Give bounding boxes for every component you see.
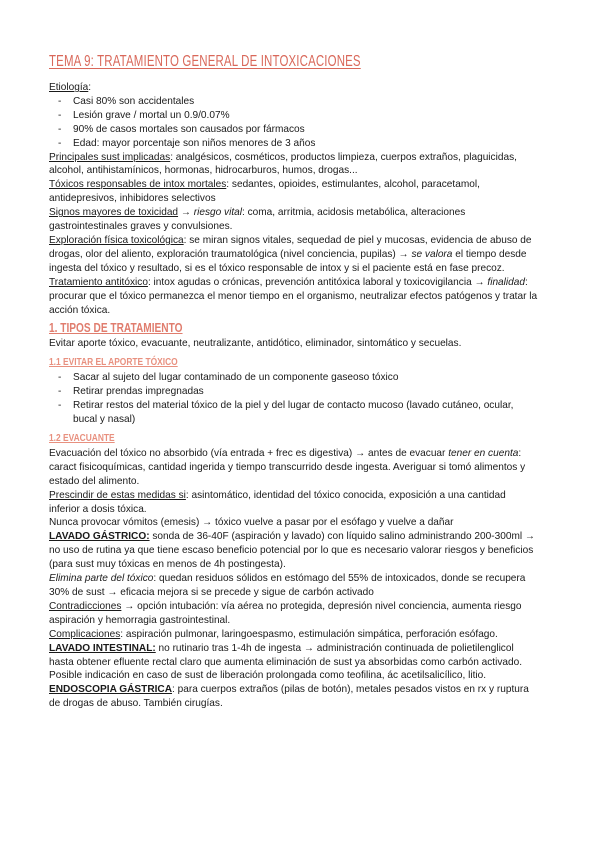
list-item: - 90% de casos mortales son causados por fármacos (49, 123, 539, 137)
etiologia-list (49, 95, 539, 151)
lavado-gastrico-paragraph (49, 530, 539, 572)
elimina-paragraph (49, 572, 539, 600)
signos-paragraph (49, 206, 539, 234)
etiologia-label: Etiología (49, 82, 89, 93)
elimina-text: : quedan residuos sólidos en estómago del 55% de intoxicados, donde se recupera 30% de sust → eficacia mejora si se precede y sigue de carbón activado (49, 573, 526, 598)
evacuacion-text-1: Evacuación del tóxico no absorbido (vía entrada + frec es digestiva) → antes de evacuar (49, 447, 449, 459)
lavado-intestinal-text: no rutinario tras 1-4h de ingesta → administración continuada de polietilenglicol hasta obtener efluente rectal claro que aumenta eliminación de sust ya absorbidas como carbón activado. (49, 642, 523, 668)
indicacion-paragraph: Posible indicación en caso de sust de liberación prolongada como teofilina, ác acetilsalicílico, litio. (49, 670, 487, 682)
section-1-intro: Evitar aporte tóxico, evacuante, neutralizante, antidótico, eliminador, sintomático y secuelas. (49, 338, 462, 350)
lavado-intestinal-paragraph (49, 642, 539, 670)
endoscopia-paragraph (49, 683, 539, 711)
signos-italic: riesgo vital (193, 207, 242, 219)
exploracion-label: Exploración física toxicológica (49, 234, 184, 246)
complicaciones-paragraph (49, 628, 539, 642)
elimina-italic: Elimina parte del tóxico (49, 573, 154, 585)
exploracion-text-1: : se miran signos vitales, sequedad de piel y mucosas, evidencia de abuso de drogas, olor del aliento, exploración traumatológica (nivel conciencia, pupilas) → (49, 234, 532, 260)
list-item: - Casi 80% son accidentales (49, 95, 539, 109)
complicaciones-text: : aspiración pulmonar, laringoespasmo, estimulación simpática, perforación esófago. (120, 628, 498, 640)
toxicos-label: Tóxicos responsables de intox mortales (49, 179, 227, 191)
endoscopia-text: : para cuerpos extraños (pilas de botón), metales pesados vistos en rx y ruptura de drogas de abuso. También cirugías. (49, 684, 529, 710)
list-item: - Lesión grave / mortal un 0.9/0.07% (49, 109, 539, 123)
tratamiento-text-1: : intox agudas o crónicas, prevención antitóxica laboral y toxicovigilancia → (147, 276, 488, 288)
lavado-intestinal-label: LAVADO INTESTINAL: (49, 642, 156, 654)
signos-arrow: → (178, 207, 194, 219)
principales-paragraph (49, 151, 539, 179)
section-1-1-list (49, 371, 539, 427)
signos-text: : coma, arritmia, acidosis metabólica, alteraciones gastrointestinales graves y convulsiones. (49, 207, 466, 233)
list-item: - Sacar al sujeto del lugar contaminado de un componente gaseoso tóxico (49, 371, 539, 385)
lavado-gastrico-label: LAVADO GÁSTRICO: (49, 531, 150, 543)
lavado-gastrico-text: sonda de 36-40F (aspiración y lavado) con líquido salino administrando 200-300ml → no uso de rutina ya que tiene escaso beneficio potencial por lo que es necesario valorar riesgos y beneficios (para sust muy tóxicas en menos de 4h postingesta). (49, 531, 536, 571)
exploracion-paragraph (49, 234, 539, 276)
exploracion-italic: se valora (411, 248, 453, 260)
tratamiento-italic: finalidad (487, 276, 525, 288)
prescindir-text: : asintomático, identidad del tóxico conocida, exposición a una cantidad inferior a dosis tóxica. (49, 489, 506, 515)
principales-label: Principales sust implicadas (49, 151, 171, 163)
exploracion-text-2: el tiempo desde ingesta del tóxico y resultado, si es el tóxico responsable de intox y si el paciente está en fase precoz. (49, 248, 527, 274)
list-item: - Retirar restos del material tóxico de la piel y del lugar de contacto mucoso (lavado cutáneo, ocular, bucal y nasal) (49, 399, 539, 427)
contradicciones-label: Contradicciones (49, 600, 122, 612)
tratamiento-text-2: : procurar que el tóxico permanezca el menor tiempo en el organismo, neutralizar efectos patógenos y tratar la acción tóxica. (49, 276, 538, 316)
complicaciones-label: Complicaciones (49, 628, 121, 640)
etiologia-colon: : (88, 82, 92, 93)
toxicos-text: : sedantes, opioides, estimulantes, alcohol, paracetamol, antidepresivos, inhibidores selectivos (49, 179, 480, 205)
vomitos-paragraph: Nunca provocar vómitos (emesis) → tóxico vuelve a pasar por el esófago y vuelve a dañar (49, 517, 454, 529)
section-1-heading: 1. TIPOS DE TRATAMIENTO (49, 320, 183, 336)
list-item: - Edad: mayor porcentaje son niños menores de 3 años (49, 137, 539, 151)
tratamiento-label: Tratamiento antitóxico (49, 276, 148, 288)
toxicos-paragraph (49, 178, 539, 206)
evacuacion-italic: tener en cuenta (448, 447, 519, 459)
endoscopia-label: ENDOSCOPIA GÁSTRICA (49, 684, 173, 696)
etiologia-heading (49, 81, 539, 95)
evacuacion-paragraph (49, 447, 539, 489)
signos-label: Signos mayores de toxicidad (49, 207, 179, 219)
contradicciones-text: → opción intubación: vía aérea no protegida, depresión nivel conciencia, aumenta riesgo aspiración y hemorragia gastrointestinal. (49, 600, 522, 626)
evacuacion-text-2: : caract fisicoquímicas, cantidad ingerida y tiempo transcurrido desde ingesta. Averiguar si tomó alimentos y estado del alimento. (49, 447, 526, 487)
list-item: - Retirar prendas impregnadas (49, 385, 539, 399)
prescindir-paragraph (49, 489, 539, 517)
tratamiento-paragraph (49, 276, 539, 318)
prescindir-label: Prescindir de estas medidas si (49, 489, 186, 501)
contradicciones-paragraph (49, 600, 539, 628)
page-title: TEMA 9: TRATAMIENTO GENERAL DE INTOXICACIONES (49, 53, 361, 70)
principales-text: : analgésicos, cosméticos, productos limpieza, cuerpos extraños, plaguicidas, alcohol, antihistamínicos, hormonas, hidrocarburos, humos, drogas... (49, 151, 517, 177)
section-1-2-heading: 1.2 EVACUANTE (49, 431, 115, 444)
section-1-1-heading: 1.1 EVITAR EL APORTE TÓXICO (49, 356, 178, 369)
document-page (49, 52, 539, 711)
